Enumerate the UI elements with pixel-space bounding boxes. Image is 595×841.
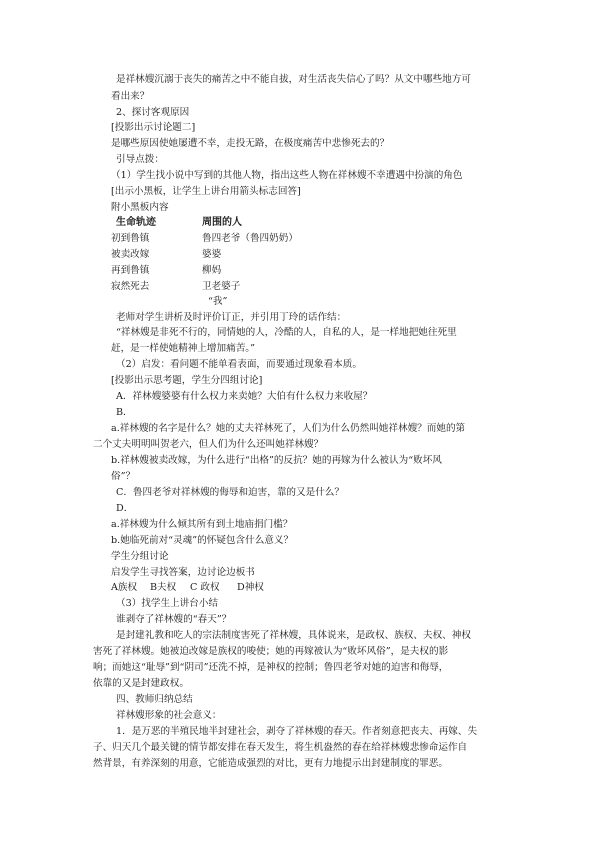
paragraph-line: b.祥林嫂被卖改嫁，为什么进行“出格”的反抗？她的再嫁为什么被认为“败坏风 [111,455,442,466]
paragraph-line: 是祥林嫂沉溺于丧失的痛苦之中不能自拔，对生活丧失信心了吗？从文中哪些地方可 [116,74,471,85]
paragraph-line: [出示小黑板，让学生上讲台用箭头标志回答] [111,186,301,197]
table-cell: 卫老婆子 [202,281,241,292]
paragraph-line: B． [116,407,133,418]
paragraph-line: 俗”？ [111,471,136,482]
board-item: D神权 [237,582,264,593]
paragraph-line: 响；而她这“耻辱”到“阴司”还洗不掉，是神权的控制；鲁四老爷对她的迫害和侮辱， [93,662,449,673]
paragraph-line: 祥林嫂形象的社会意义： [116,710,222,721]
paragraph-line: a.祥林嫂为什么倾其所有到土地庙捐门槛？ [111,519,293,530]
paragraph-line: （2）启发：看问题不能单看表面，而要通过现象看本质。 [116,359,362,370]
table-cell: 再到鲁镇 [111,265,150,276]
table-cell: 初到鲁镇 [111,233,150,244]
table-cell: 被卖改嫁 [111,249,150,260]
paragraph-line: 依靠的又是封建政权。 [93,678,189,689]
paragraph-line: 附小黑板内容 [111,202,169,213]
paragraph-line: 老师对学生讲析及时评价订正，并引用丁玲的话作结： [116,312,347,323]
paragraph-line: [投影出示思考题，学生分四组讨论] [111,375,263,386]
table-cell: 寂然死去 [111,281,150,292]
table-cell: 鲁四老爷（鲁四奶奶） [202,233,298,244]
paragraph-line: D． [116,503,134,514]
paragraph-line: A．祥林嫂婆婆有什么权力来卖她？大伯有什么权力来收屋？ [116,391,373,402]
paragraph-line: [投影出示讨论题二] [111,122,196,133]
paragraph-line: 学生分组讨论 [111,551,169,562]
paragraph-line: C．鲁四老爷对祥林嫂的侮辱和迫害，靠的又是什么？ [116,487,344,498]
paragraph-line: 看出来？ [111,91,150,102]
paragraph-line: 二个丈夫明明叫贺老六，但人们为什么还叫她祥林嫂？ [93,439,324,450]
paragraph-line: 子、归天几个最关键的情节都安排在春天发生，将生机盎然的春在给祥林嫂悲惨命运作自 [93,742,468,753]
table-cell: 婆婆 [202,249,222,260]
paragraph-line: “祥林嫂是非死不行的，同情她的人，冷酷的人，自私的人，是一样地把她往死里 [116,327,457,338]
paragraph-line: 启发学生寻找答案，边讨论边板书 [111,567,255,578]
paragraph-line: 赶，是一样使她精神上增加痛苦。” [111,343,256,354]
paragraph-line: 引导点拨： [116,154,164,165]
board-item: B夫权 [150,582,177,593]
paragraph-line: 害死了祥林嫂。她被迫改嫁是族权的唆使；她的再嫁被认为“败坏风俗”，是夫权的影 [93,646,449,657]
paragraph-line: （3）找学生上讲台小结 [116,598,219,609]
paragraph-line: 1．是万恶的半殖民地半封建社会，剥夺了祥林嫂的春天。作者刻意把丧夫、再嫁、失 [116,726,478,737]
paragraph-line: b.她临死前对“灵魂”的怀疑包含什么意义？ [111,535,294,546]
section-heading: 2、探讨客观原因 [116,107,190,118]
table-header-life: 生命轨迹 [116,217,156,228]
board-item: A族权 [111,582,138,593]
paragraph-line: 是封建礼教和吃人的宗法制度害死了祥林嫂，具体说来，是政权、族权、夫权、神权 [116,630,471,641]
table-header-people: 周围的人 [202,217,242,228]
paragraph-line: （1）学生找小说中写到的其他人物，指出这些人物在祥林嫂不幸遭遇中扮演的角色 [111,170,463,181]
paragraph-line: a.祥林嫂的名字是什么？她的丈夫祥林死了，人们为什么仍然叫她祥林嫂？而她的第 [111,423,466,434]
section-heading: 四、教师归纳总结 [116,694,193,705]
table-cell: 柳妈 [202,265,222,276]
paragraph-line: 然背景，有养深刻的用意，它能造成强烈的对比，更有力地提示出封建制度的罪恶。 [93,758,448,769]
board-item: C 政权 [190,582,220,593]
paragraph-line: 是哪些原因使她屡遭不幸，走投无路，在极度痛苦中悲惨死去的？ [111,138,390,149]
table-cell: “我” [208,296,228,307]
paragraph-line: 谁剥夺了祥林嫂的“春天”？ [116,614,232,625]
